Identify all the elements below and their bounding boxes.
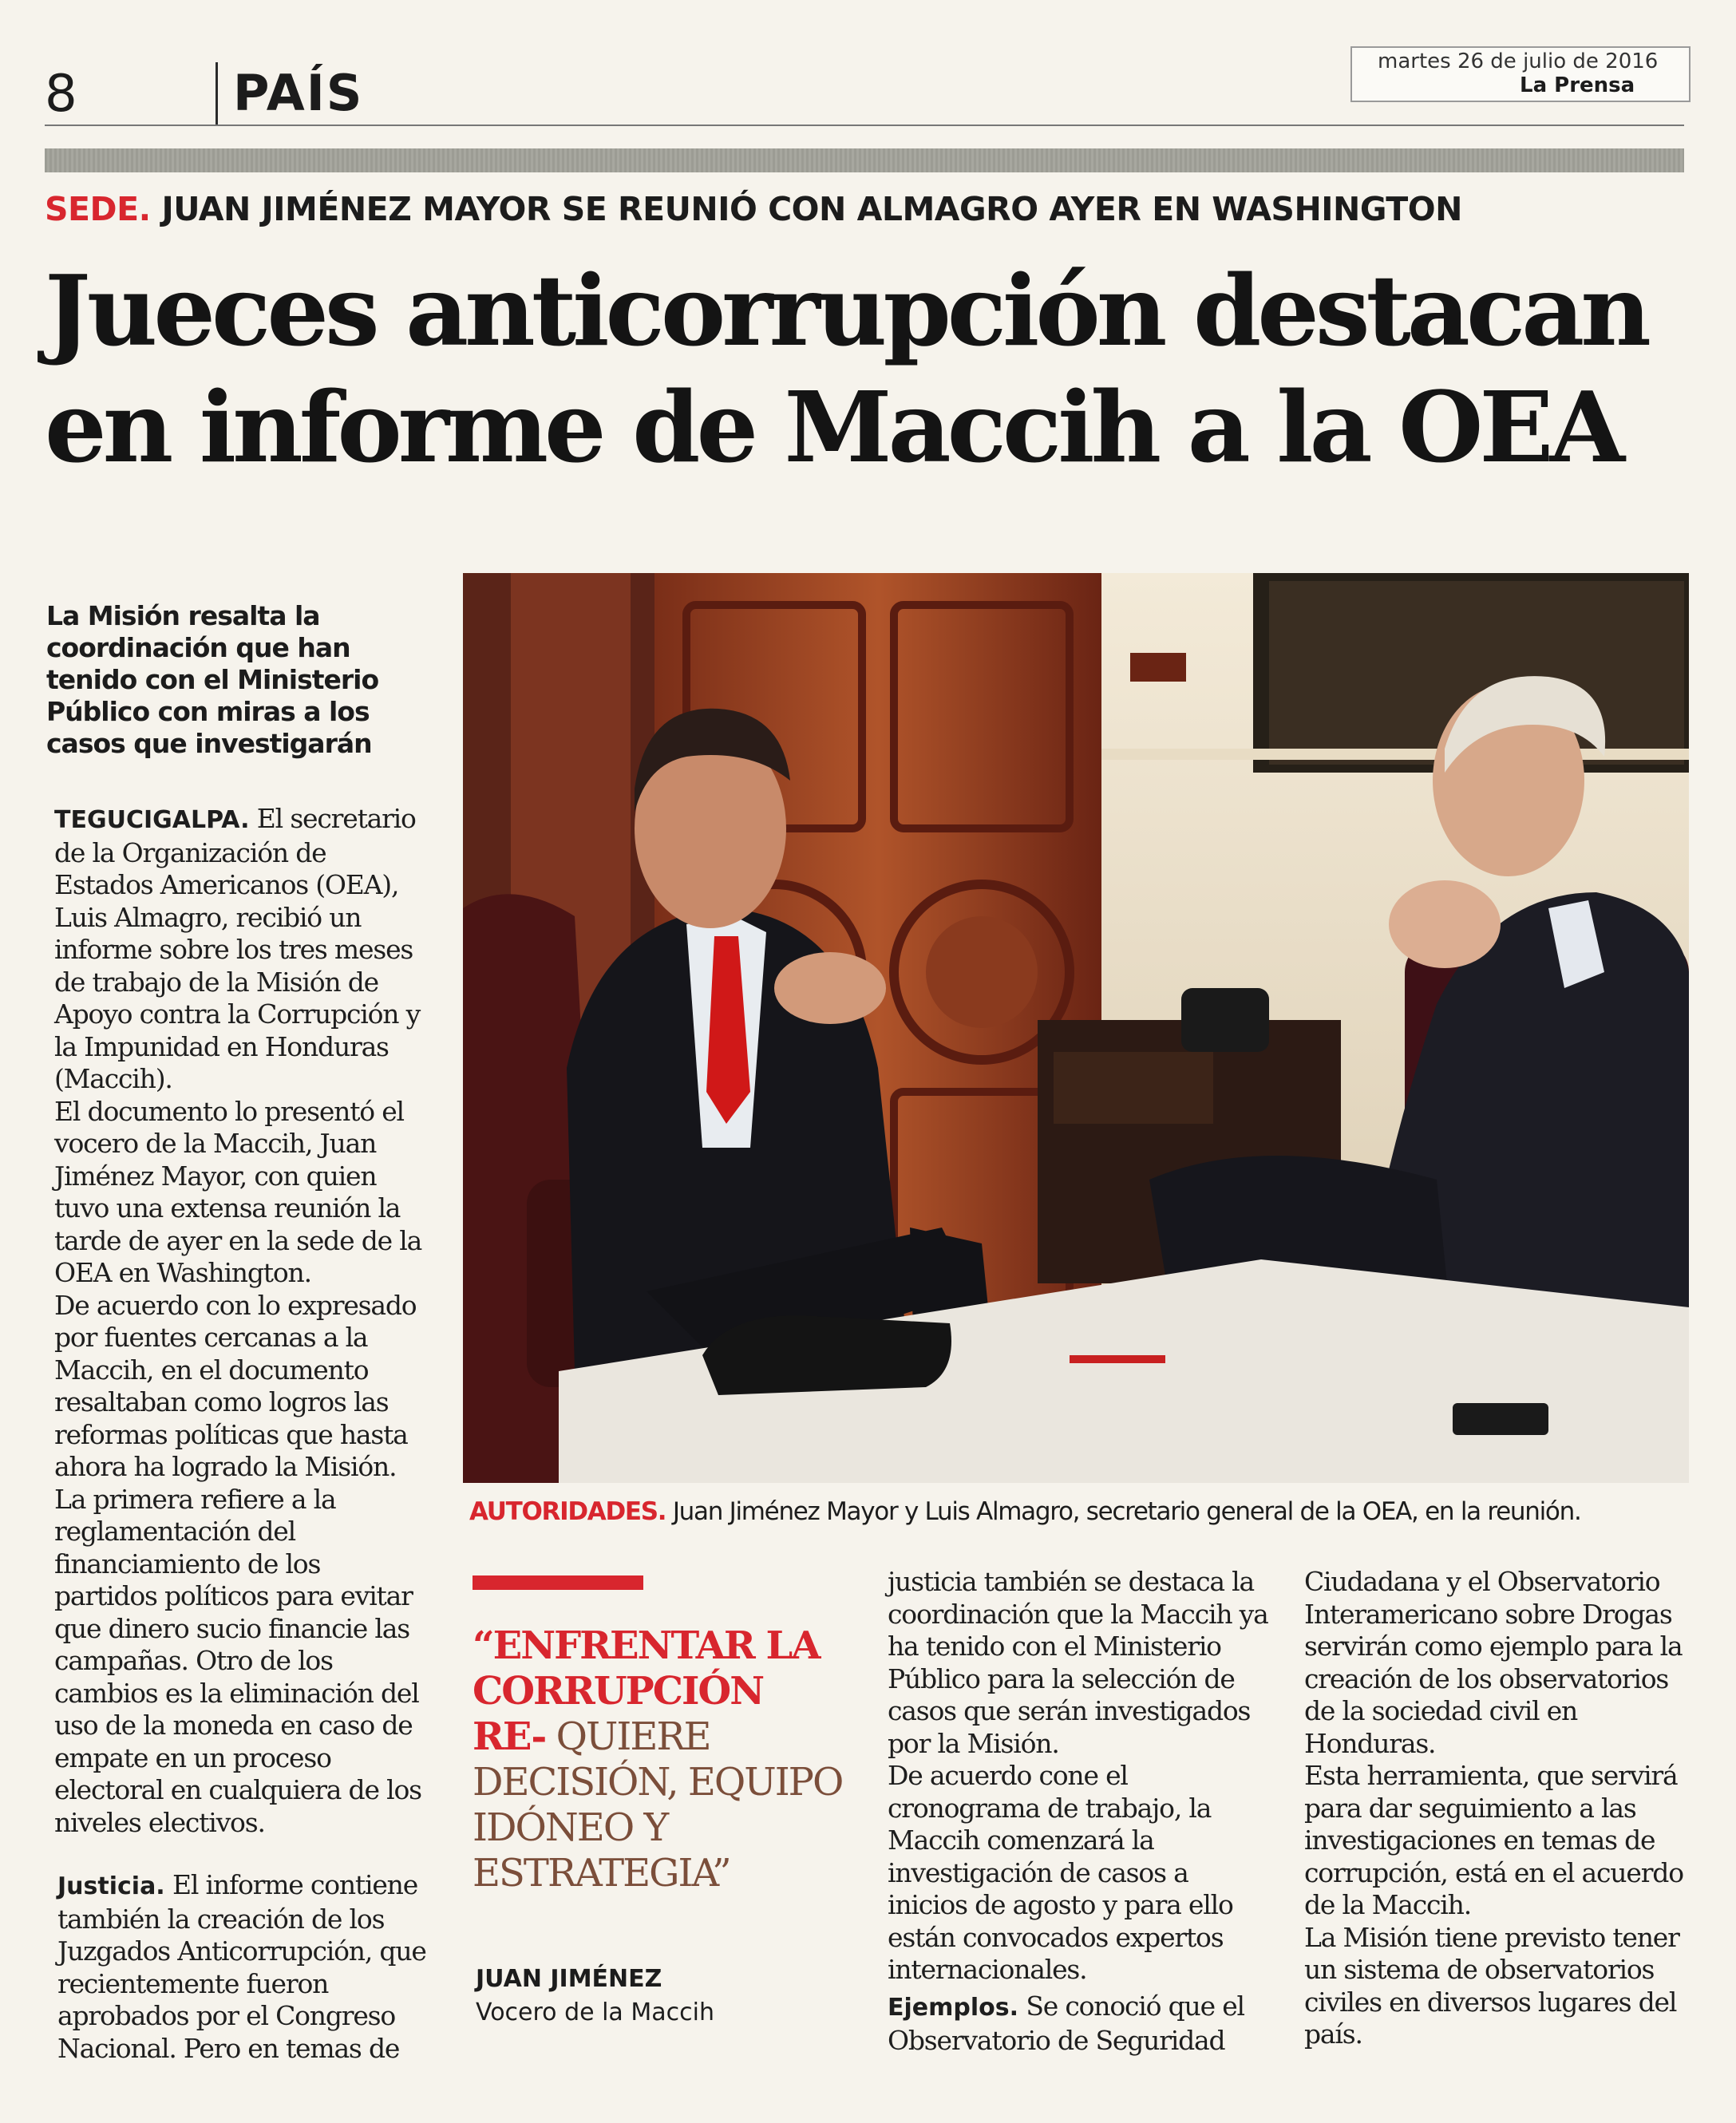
dateline: TEGUCIGALPA. [54,806,250,834]
kicker [45,190,1462,228]
paragraph: La Misión tiene previsto tener un sistema de observatorios civiles en diversos lugares del país. [1304,1921,1679,2050]
subhead-justicia: Justicia. [57,1872,165,1900]
quote-author-role: Vocero de la Maccih [476,1998,714,2026]
paragraph: justicia también se destaca la coordinación que la Maccih ya ha tenido con el Ministerio Público para la selección de casos que serán investigados por la Misión. [888,1566,1268,1759]
kicker-tag: SEDE. [45,190,151,228]
pull-quote [473,1623,848,1896]
quote-accent-bar [473,1575,643,1590]
paragraph: Ciudadana y el Observatorio Interamericano sobre Drogas servirán como ejemplo para la creación de los observatorios de la sociedad civil en Honduras. [1304,1566,1683,1759]
header-rule [45,125,1684,126]
paragraph: El documento lo presentó el vocero de la Maccih, Juan Jiménez Mayor, con quien tuvo una extensa reunión la tarde de ayer en la sede de la OEA en Washington. [54,1095,422,1288]
header-divider [216,62,218,125]
section-band [45,148,1684,172]
quote-author: JUAN JIMÉNEZ [476,1965,662,1993]
paragraph: Se conoció que el Observatorio de Seguridad [888,1991,1244,2056]
deck: La Misión resalta la coordinación que han tenido con el Ministerio Público con miras a los casos que investigarán [46,600,379,759]
paragraph: De acuerdo cone el cronograma de trabajo, la Maccih comenzará la investigación de casos a inicios de agosto y para ello están convocados expertos internacionales. [888,1760,1233,1985]
article-column-3 [888,1566,1271,1987]
article-column-1 [54,803,429,1839]
article-column-3-continued [888,1991,1271,2057]
news-photo [463,573,1689,1483]
headline: Jueces anticorrupción destacan en informe de Maccih a la OEA [45,253,1647,484]
kicker-text: JUAN JIMÉNEZ MAYOR SE REUNIÓ CON ALMAGRO AYER EN WASHINGTON [161,190,1462,228]
paragraph: El informe contiene también la creación de los Juzgados Anticorrupción, que recientemente fueron aprobados por el Congreso Nacional. Pero en temas de [57,1869,426,2064]
subhead-ejemplos: Ejemplos. [888,1994,1019,2022]
paragraph: El secretario de la Organización de Estados Americanos (OEA), Luis Almagro, recibió un informe sobre los tres meses de trabajo de la Misión de Apoyo contra la Corrupción y la Impunidad en Honduras (Maccih). [54,803,421,1094]
paragraph: La primera refiere a la reglamentación del financiamiento de los partidos políticos para evitar que dinero sucio financie las campañas. Otro de los cambios es la eliminación del uso de la moneda en caso de empate en un proceso electoral en cualquiera de los niveles electivos. [54,1483,421,1838]
article-column-4 [1304,1566,1687,2051]
caption-text: Juan Jiménez Mayor y Luis Almagro, secretario general de la OEA, en la reunión. [672,1497,1581,1526]
pull-quote-rest: QUIERE DECISIÓN, EQUIPO IDÓNEO Y ESTRATEGIA” [473,1714,843,1896]
page-number: 8 [45,65,77,124]
paragraph: Esta herramienta, que servirá para dar seguimiento a las investigaciones en temas de corrupción, está en el acuerdo de la Maccih. [1304,1760,1683,1920]
caption-tag: AUTORIDADES. [469,1497,666,1526]
article-column-1-continued [57,1869,433,2065]
photo-caption [469,1497,1691,1526]
section-name: PAÍS [233,64,364,122]
paragraph: De acuerdo con lo expresado por fuentes cercanas a la Maccih, en el documento resaltaban como logros las reformas políticas que hasta ahora ha logrado la Misión. [54,1289,417,1482]
issue-date: martes 26 de julio de 2016 [1378,49,1659,73]
newspaper-name: La Prensa [1520,73,1635,97]
pull-quote-highlight: “ENFRENTAR LA CORRUPCIÓN RE- [473,1623,820,1759]
